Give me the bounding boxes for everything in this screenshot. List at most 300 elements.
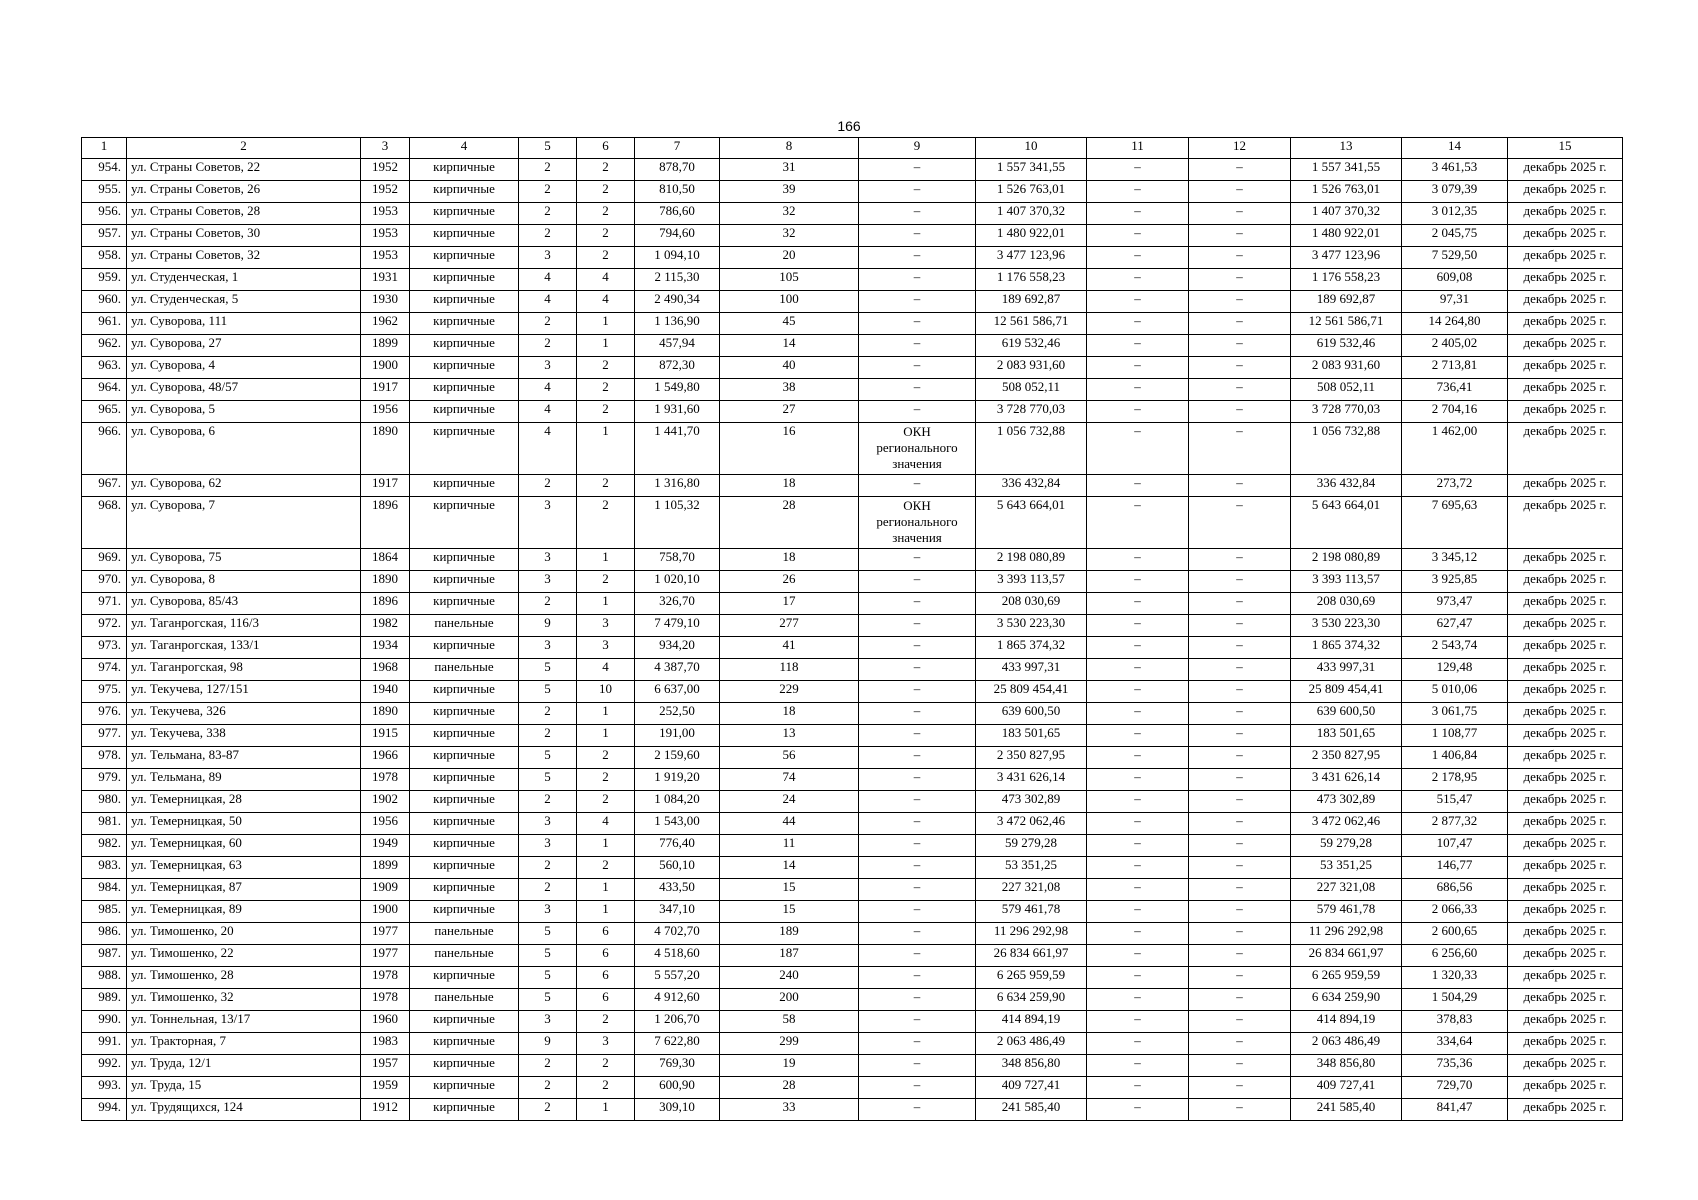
table-cell-col-15: декабрь 2025 г. — [1508, 615, 1623, 637]
table-cell-col-10: 3 431 626,14 — [976, 769, 1087, 791]
table-cell-col-8: 18 — [720, 703, 859, 725]
table-cell-col-13: 348 856,80 — [1291, 1055, 1402, 1077]
table-cell-col-3: 1915 — [361, 725, 410, 747]
table-cell-col-11: – — [1087, 659, 1189, 681]
table-cell-col-2: ул. Суворова, 85/43 — [127, 593, 361, 615]
table-cell-col-3: 1896 — [361, 593, 410, 615]
table-cell-col-15: декабрь 2025 г. — [1508, 159, 1623, 181]
table-cell-col-11: – — [1087, 1077, 1189, 1099]
table-cell-col-15: декабрь 2025 г. — [1508, 571, 1623, 593]
table-cell-col-7: 776,40 — [635, 835, 720, 857]
table-cell-col-6: 1 — [577, 549, 635, 571]
table-cell-col-8: 39 — [720, 181, 859, 203]
table-body — [82, 159, 1623, 1121]
table-cell-col-6: 4 — [577, 813, 635, 835]
table-cell-col-3: 1962 — [361, 313, 410, 335]
table-cell-col-1: 971. — [82, 593, 127, 615]
table-cell-col-12: – — [1189, 725, 1291, 747]
table-cell-col-6: 2 — [577, 1011, 635, 1033]
table-cell-col-6: 2 — [577, 571, 635, 593]
table-cell-col-10: 2 083 931,60 — [976, 357, 1087, 379]
table-cell-col-13: 3 477 123,96 — [1291, 247, 1402, 269]
table-cell-col-2: ул. Тракторная, 7 — [127, 1033, 361, 1055]
column-header-13: 13 — [1291, 138, 1402, 159]
table-cell-col-9: – — [859, 203, 976, 225]
table-cell-col-14: 609,08 — [1402, 269, 1508, 291]
table-cell-col-15: декабрь 2025 г. — [1508, 791, 1623, 813]
table-cell-col-1: 965. — [82, 401, 127, 423]
column-header-8: 8 — [720, 138, 859, 159]
table-cell-col-7: 794,60 — [635, 225, 720, 247]
table-cell-col-1: 954. — [82, 159, 127, 181]
table-cell-col-8: 38 — [720, 379, 859, 401]
table-cell-col-8: 200 — [720, 989, 859, 1011]
table-cell-col-3: 1930 — [361, 291, 410, 313]
table-cell-col-9: – — [859, 659, 976, 681]
table-cell-col-7: 5 557,20 — [635, 967, 720, 989]
table-cell-col-9: – — [859, 1055, 976, 1077]
table-cell-col-5: 3 — [519, 835, 577, 857]
table-row — [82, 423, 1623, 475]
table-cell-col-8: 18 — [720, 475, 859, 497]
table-cell-col-9: – — [859, 989, 976, 1011]
table-cell-col-14: 2 877,32 — [1402, 813, 1508, 835]
table-cell-col-7: 1 543,00 — [635, 813, 720, 835]
table-cell-col-4: кирпичные — [410, 475, 519, 497]
table-cell-col-14: 97,31 — [1402, 291, 1508, 313]
table-cell-col-4: кирпичные — [410, 379, 519, 401]
table-cell-col-13: 1 557 341,55 — [1291, 159, 1402, 181]
table-cell-col-2: ул. Труда, 15 — [127, 1077, 361, 1099]
table-cell-col-13: 1 176 558,23 — [1291, 269, 1402, 291]
table-cell-col-1: 994. — [82, 1099, 127, 1121]
table-cell-col-12: – — [1189, 615, 1291, 637]
table-cell-col-4: панельные — [410, 659, 519, 681]
table-cell-col-9: – — [859, 857, 976, 879]
table-cell-col-1: 958. — [82, 247, 127, 269]
table-cell-col-6: 1 — [577, 593, 635, 615]
table-cell-col-1: 992. — [82, 1055, 127, 1077]
table-cell-col-11: – — [1087, 725, 1189, 747]
table-cell-col-10: 1 480 922,01 — [976, 225, 1087, 247]
table-cell-col-11: – — [1087, 335, 1189, 357]
table-cell-col-10: 409 727,41 — [976, 1077, 1087, 1099]
table-cell-col-11: – — [1087, 945, 1189, 967]
table-cell-col-3: 1890 — [361, 423, 410, 475]
table-cell-col-1: 964. — [82, 379, 127, 401]
table-cell-col-3: 1968 — [361, 659, 410, 681]
table-row — [82, 769, 1623, 791]
table-cell-col-10: 433 997,31 — [976, 659, 1087, 681]
table-cell-col-14: 1 108,77 — [1402, 725, 1508, 747]
table-cell-col-2: ул. Страны Советов, 28 — [127, 203, 361, 225]
table-cell-col-6: 2 — [577, 769, 635, 791]
table-cell-col-7: 878,70 — [635, 159, 720, 181]
table-row — [82, 225, 1623, 247]
table-cell-col-1: 969. — [82, 549, 127, 571]
table-cell-col-6: 2 — [577, 857, 635, 879]
table-cell-col-13: 5 643 664,01 — [1291, 497, 1402, 549]
table-cell-col-2: ул. Суворова, 111 — [127, 313, 361, 335]
table-cell-col-10: 1 865 374,32 — [976, 637, 1087, 659]
table-cell-col-2: ул. Страны Советов, 26 — [127, 181, 361, 203]
column-header-2: 2 — [127, 138, 361, 159]
table-cell-col-6: 3 — [577, 615, 635, 637]
table-cell-col-2: ул. Текучева, 326 — [127, 703, 361, 725]
table-cell-col-11: – — [1087, 769, 1189, 791]
table-cell-col-7: 769,30 — [635, 1055, 720, 1077]
table-cell-col-11: – — [1087, 857, 1189, 879]
table-cell-col-8: 189 — [720, 923, 859, 945]
table-cell-col-15: декабрь 2025 г. — [1508, 1011, 1623, 1033]
table-cell-col-13: 414 894,19 — [1291, 1011, 1402, 1033]
table-cell-col-7: 810,50 — [635, 181, 720, 203]
table-cell-col-4: кирпичные — [410, 857, 519, 879]
table-row — [82, 181, 1623, 203]
table-cell-col-6: 1 — [577, 835, 635, 857]
table-cell-col-13: 3 530 223,30 — [1291, 615, 1402, 637]
table-cell-col-14: 2 066,33 — [1402, 901, 1508, 923]
table-cell-col-3: 1899 — [361, 857, 410, 879]
table-cell-col-2: ул. Страны Советов, 22 — [127, 159, 361, 181]
table-cell-col-12: – — [1189, 357, 1291, 379]
table-cell-col-4: панельные — [410, 989, 519, 1011]
table-cell-col-14: 973,47 — [1402, 593, 1508, 615]
table-cell-col-5: 3 — [519, 497, 577, 549]
table-cell-col-10: 414 894,19 — [976, 1011, 1087, 1033]
table-cell-col-11: – — [1087, 1055, 1189, 1077]
table-cell-col-5: 4 — [519, 291, 577, 313]
table-cell-col-8: 32 — [720, 203, 859, 225]
table-cell-col-12: – — [1189, 703, 1291, 725]
table-cell-col-14: 1 320,33 — [1402, 967, 1508, 989]
table-cell-col-13: 3 472 062,46 — [1291, 813, 1402, 835]
table-cell-col-7: 4 518,60 — [635, 945, 720, 967]
table-cell-col-6: 2 — [577, 475, 635, 497]
table-cell-col-14: 3 925,85 — [1402, 571, 1508, 593]
table-cell-col-10: 2 198 080,89 — [976, 549, 1087, 571]
table-cell-col-13: 508 052,11 — [1291, 379, 1402, 401]
table-cell-col-10: 3 728 770,03 — [976, 401, 1087, 423]
table-cell-col-9: – — [859, 615, 976, 637]
table-cell-col-14: 3 345,12 — [1402, 549, 1508, 571]
table-cell-col-4: кирпичные — [410, 593, 519, 615]
table-cell-col-8: 277 — [720, 615, 859, 637]
table-cell-col-7: 7 622,80 — [635, 1033, 720, 1055]
table-cell-col-15: декабрь 2025 г. — [1508, 475, 1623, 497]
table-cell-col-5: 2 — [519, 203, 577, 225]
table-cell-col-9: – — [859, 181, 976, 203]
table-cell-col-9: – — [859, 923, 976, 945]
table-cell-col-1: 978. — [82, 747, 127, 769]
table-cell-col-2: ул. Суворова, 6 — [127, 423, 361, 475]
table-cell-col-4: кирпичные — [410, 703, 519, 725]
table-cell-col-13: 183 501,65 — [1291, 725, 1402, 747]
table-cell-col-9: – — [859, 879, 976, 901]
table-cell-col-13: 619 532,46 — [1291, 335, 1402, 357]
table-cell-col-7: 872,30 — [635, 357, 720, 379]
table-cell-col-9: – — [859, 813, 976, 835]
table-cell-col-8: 299 — [720, 1033, 859, 1055]
table-cell-col-14: 3 012,35 — [1402, 203, 1508, 225]
table-cell-col-5: 3 — [519, 901, 577, 923]
table-cell-col-15: декабрь 2025 г. — [1508, 769, 1623, 791]
table-row — [82, 989, 1623, 1011]
table-cell-col-12: – — [1189, 989, 1291, 1011]
table-cell-col-8: 41 — [720, 637, 859, 659]
table-cell-col-15: декабрь 2025 г. — [1508, 401, 1623, 423]
table-cell-col-2: ул. Студенческая, 1 — [127, 269, 361, 291]
table-cell-col-3: 1960 — [361, 1011, 410, 1033]
table-cell-col-10: 619 532,46 — [976, 335, 1087, 357]
table-cell-col-12: – — [1189, 181, 1291, 203]
table-cell-col-1: 980. — [82, 791, 127, 813]
table-cell-col-11: – — [1087, 159, 1189, 181]
table-cell-col-15: декабрь 2025 г. — [1508, 313, 1623, 335]
table-cell-col-4: кирпичные — [410, 181, 519, 203]
table-cell-col-1: 983. — [82, 857, 127, 879]
table-cell-col-5: 3 — [519, 549, 577, 571]
table-cell-col-13: 11 296 292,98 — [1291, 923, 1402, 945]
table-cell-col-1: 981. — [82, 813, 127, 835]
table-cell-col-6: 4 — [577, 659, 635, 681]
table-cell-col-7: 786,60 — [635, 203, 720, 225]
column-header-7: 7 — [635, 138, 720, 159]
table-cell-col-12: – — [1189, 401, 1291, 423]
table-cell-col-14: 14 264,80 — [1402, 313, 1508, 335]
table-cell-col-10: 227 321,08 — [976, 879, 1087, 901]
table-cell-col-10: 1 526 763,01 — [976, 181, 1087, 203]
table-cell-col-2: ул. Суворова, 75 — [127, 549, 361, 571]
table-cell-col-15: декабрь 2025 г. — [1508, 423, 1623, 475]
table-cell-col-2: ул. Суворова, 7 — [127, 497, 361, 549]
table-cell-col-3: 1900 — [361, 901, 410, 923]
table-cell-col-13: 26 834 661,97 — [1291, 945, 1402, 967]
table-cell-col-6: 2 — [577, 497, 635, 549]
table-cell-col-3: 1912 — [361, 1099, 410, 1121]
table-cell-col-11: – — [1087, 291, 1189, 313]
table-cell-col-2: ул. Темерницкая, 89 — [127, 901, 361, 923]
column-header-6: 6 — [577, 138, 635, 159]
table-cell-col-3: 1953 — [361, 203, 410, 225]
table-cell-col-9: – — [859, 401, 976, 423]
table-cell-col-9: – — [859, 835, 976, 857]
table-cell-col-9: – — [859, 1099, 976, 1121]
table-row — [82, 335, 1623, 357]
table-cell-col-14: 7 529,50 — [1402, 247, 1508, 269]
table-cell-col-12: – — [1189, 813, 1291, 835]
table-cell-col-11: – — [1087, 879, 1189, 901]
table-cell-col-8: 45 — [720, 313, 859, 335]
table-cell-col-13: 1 480 922,01 — [1291, 225, 1402, 247]
table-cell-col-6: 2 — [577, 747, 635, 769]
table-cell-col-5: 4 — [519, 269, 577, 291]
table-cell-col-5: 2 — [519, 1099, 577, 1121]
table-row — [82, 791, 1623, 813]
table-cell-col-13: 53 351,25 — [1291, 857, 1402, 879]
table-cell-col-8: 15 — [720, 901, 859, 923]
table-cell-col-12: – — [1189, 791, 1291, 813]
table-cell-col-2: ул. Темерницкая, 87 — [127, 879, 361, 901]
column-header-9: 9 — [859, 138, 976, 159]
table-cell-col-13: 473 302,89 — [1291, 791, 1402, 813]
table-cell-col-15: декабрь 2025 г. — [1508, 335, 1623, 357]
table-cell-col-4: панельные — [410, 615, 519, 637]
table-cell-col-13: 409 727,41 — [1291, 1077, 1402, 1099]
table-cell-col-7: 457,94 — [635, 335, 720, 357]
table-cell-col-11: – — [1087, 703, 1189, 725]
table-cell-col-1: 987. — [82, 945, 127, 967]
table-cell-col-15: декабрь 2025 г. — [1508, 857, 1623, 879]
table-cell-col-13: 25 809 454,41 — [1291, 681, 1402, 703]
table-cell-col-8: 17 — [720, 593, 859, 615]
table-cell-col-14: 1 406,84 — [1402, 747, 1508, 769]
table-cell-col-11: – — [1087, 813, 1189, 835]
table-cell-col-11: – — [1087, 1011, 1189, 1033]
table-cell-col-10: 1 407 370,32 — [976, 203, 1087, 225]
table-cell-col-2: ул. Суворова, 8 — [127, 571, 361, 593]
table-cell-col-2: ул. Темерницкая, 50 — [127, 813, 361, 835]
table-cell-col-7: 1 136,90 — [635, 313, 720, 335]
table-cell-col-10: 26 834 661,97 — [976, 945, 1087, 967]
table-cell-col-14: 2 600,65 — [1402, 923, 1508, 945]
table-cell-col-3: 1931 — [361, 269, 410, 291]
table-row — [82, 247, 1623, 269]
table-cell-col-1: 959. — [82, 269, 127, 291]
table-cell-col-12: – — [1189, 313, 1291, 335]
table-cell-col-1: 960. — [82, 291, 127, 313]
table-cell-col-3: 1978 — [361, 989, 410, 1011]
table-cell-col-1: 974. — [82, 659, 127, 681]
table-cell-col-14: 2 543,74 — [1402, 637, 1508, 659]
table-cell-col-9: – — [859, 593, 976, 615]
table-cell-col-6: 3 — [577, 637, 635, 659]
table-cell-col-4: кирпичные — [410, 159, 519, 181]
table-cell-col-2: ул. Таганрогская, 133/1 — [127, 637, 361, 659]
table-cell-col-5: 3 — [519, 357, 577, 379]
table-cell-col-5: 2 — [519, 475, 577, 497]
table-cell-col-15: декабрь 2025 г. — [1508, 225, 1623, 247]
table-cell-col-12: – — [1189, 769, 1291, 791]
table-cell-col-5: 2 — [519, 703, 577, 725]
table-cell-col-10: 12 561 586,71 — [976, 313, 1087, 335]
table-cell-col-14: 3 461,53 — [1402, 159, 1508, 181]
table-cell-col-15: декабрь 2025 г. — [1508, 1077, 1623, 1099]
table-cell-col-4: кирпичные — [410, 879, 519, 901]
table-cell-col-13: 1 056 732,88 — [1291, 423, 1402, 475]
table-row — [82, 659, 1623, 681]
table-cell-col-10: 3 530 223,30 — [976, 615, 1087, 637]
table-cell-col-6: 6 — [577, 923, 635, 945]
table-cell-col-15: декабрь 2025 г. — [1508, 967, 1623, 989]
table-cell-col-4: панельные — [410, 945, 519, 967]
table-cell-col-4: кирпичные — [410, 549, 519, 571]
table-cell-col-7: 191,00 — [635, 725, 720, 747]
table-cell-col-7: 1 084,20 — [635, 791, 720, 813]
table-cell-col-11: – — [1087, 747, 1189, 769]
table-cell-col-9: – — [859, 1011, 976, 1033]
table-cell-col-9: – — [859, 313, 976, 335]
table-cell-col-6: 1 — [577, 423, 635, 475]
table-cell-col-13: 2 083 931,60 — [1291, 357, 1402, 379]
table-cell-col-15: декабрь 2025 г. — [1508, 497, 1623, 549]
table-cell-col-8: 16 — [720, 423, 859, 475]
table-cell-col-10: 189 692,87 — [976, 291, 1087, 313]
column-header-11: 11 — [1087, 138, 1189, 159]
table-cell-col-5: 3 — [519, 571, 577, 593]
table-cell-col-9: – — [859, 769, 976, 791]
column-header-3: 3 — [361, 138, 410, 159]
table-cell-col-2: ул. Суворова, 48/57 — [127, 379, 361, 401]
table-cell-col-12: – — [1189, 269, 1291, 291]
table-cell-col-4: кирпичные — [410, 357, 519, 379]
table-cell-col-9: – — [859, 703, 976, 725]
table-cell-col-15: декабрь 2025 г. — [1508, 247, 1623, 269]
table-cell-col-15: декабрь 2025 г. — [1508, 357, 1623, 379]
table-cell-col-11: – — [1087, 247, 1189, 269]
table-cell-col-12: – — [1189, 879, 1291, 901]
table-row — [82, 269, 1623, 291]
table-cell-col-5: 3 — [519, 1011, 577, 1033]
table-cell-col-5: 5 — [519, 681, 577, 703]
table-cell-col-13: 189 692,87 — [1291, 291, 1402, 313]
table-cell-col-6: 2 — [577, 401, 635, 423]
table-cell-col-11: – — [1087, 1033, 1189, 1055]
table-cell-col-6: 1 — [577, 1099, 635, 1121]
table-cell-col-12: – — [1189, 475, 1291, 497]
table-cell-col-3: 1900 — [361, 357, 410, 379]
table-cell-col-3: 1934 — [361, 637, 410, 659]
table-cell-col-3: 1949 — [361, 835, 410, 857]
table-cell-col-8: 240 — [720, 967, 859, 989]
table-cell-col-14: 334,64 — [1402, 1033, 1508, 1055]
table-cell-col-7: 6 637,00 — [635, 681, 720, 703]
table-cell-col-3: 1982 — [361, 615, 410, 637]
table-cell-col-9: – — [859, 571, 976, 593]
table-cell-col-10: 579 461,78 — [976, 901, 1087, 923]
column-header-15: 15 — [1508, 138, 1623, 159]
table-cell-col-8: 33 — [720, 1099, 859, 1121]
table-row — [82, 747, 1623, 769]
table-cell-col-7: 347,10 — [635, 901, 720, 923]
table-cell-col-12: – — [1189, 1099, 1291, 1121]
table-cell-col-4: кирпичные — [410, 203, 519, 225]
table-cell-col-9: – — [859, 945, 976, 967]
table-cell-col-12: – — [1189, 203, 1291, 225]
table-row — [82, 1033, 1623, 1055]
table-cell-col-9: – — [859, 747, 976, 769]
table-row — [82, 703, 1623, 725]
table-cell-col-2: ул. Студенческая, 5 — [127, 291, 361, 313]
table-cell-col-9: – — [859, 225, 976, 247]
table-cell-col-3: 1909 — [361, 879, 410, 901]
table-cell-col-13: 1 407 370,32 — [1291, 203, 1402, 225]
table-cell-col-6: 1 — [577, 725, 635, 747]
table-cell-col-1: 986. — [82, 923, 127, 945]
table-cell-col-5: 2 — [519, 593, 577, 615]
table-cell-col-14: 3 061,75 — [1402, 703, 1508, 725]
table-cell-col-6: 2 — [577, 181, 635, 203]
table-cell-col-11: – — [1087, 225, 1189, 247]
column-header-1: 1 — [82, 138, 127, 159]
table-cell-col-2: ул. Таганрогская, 98 — [127, 659, 361, 681]
table-cell-col-13: 1 865 374,32 — [1291, 637, 1402, 659]
table-cell-col-14: 2 178,95 — [1402, 769, 1508, 791]
table-header — [82, 138, 1623, 159]
table-cell-col-2: ул. Текучева, 127/151 — [127, 681, 361, 703]
table-cell-col-15: декабрь 2025 г. — [1508, 659, 1623, 681]
table-cell-col-5: 5 — [519, 659, 577, 681]
